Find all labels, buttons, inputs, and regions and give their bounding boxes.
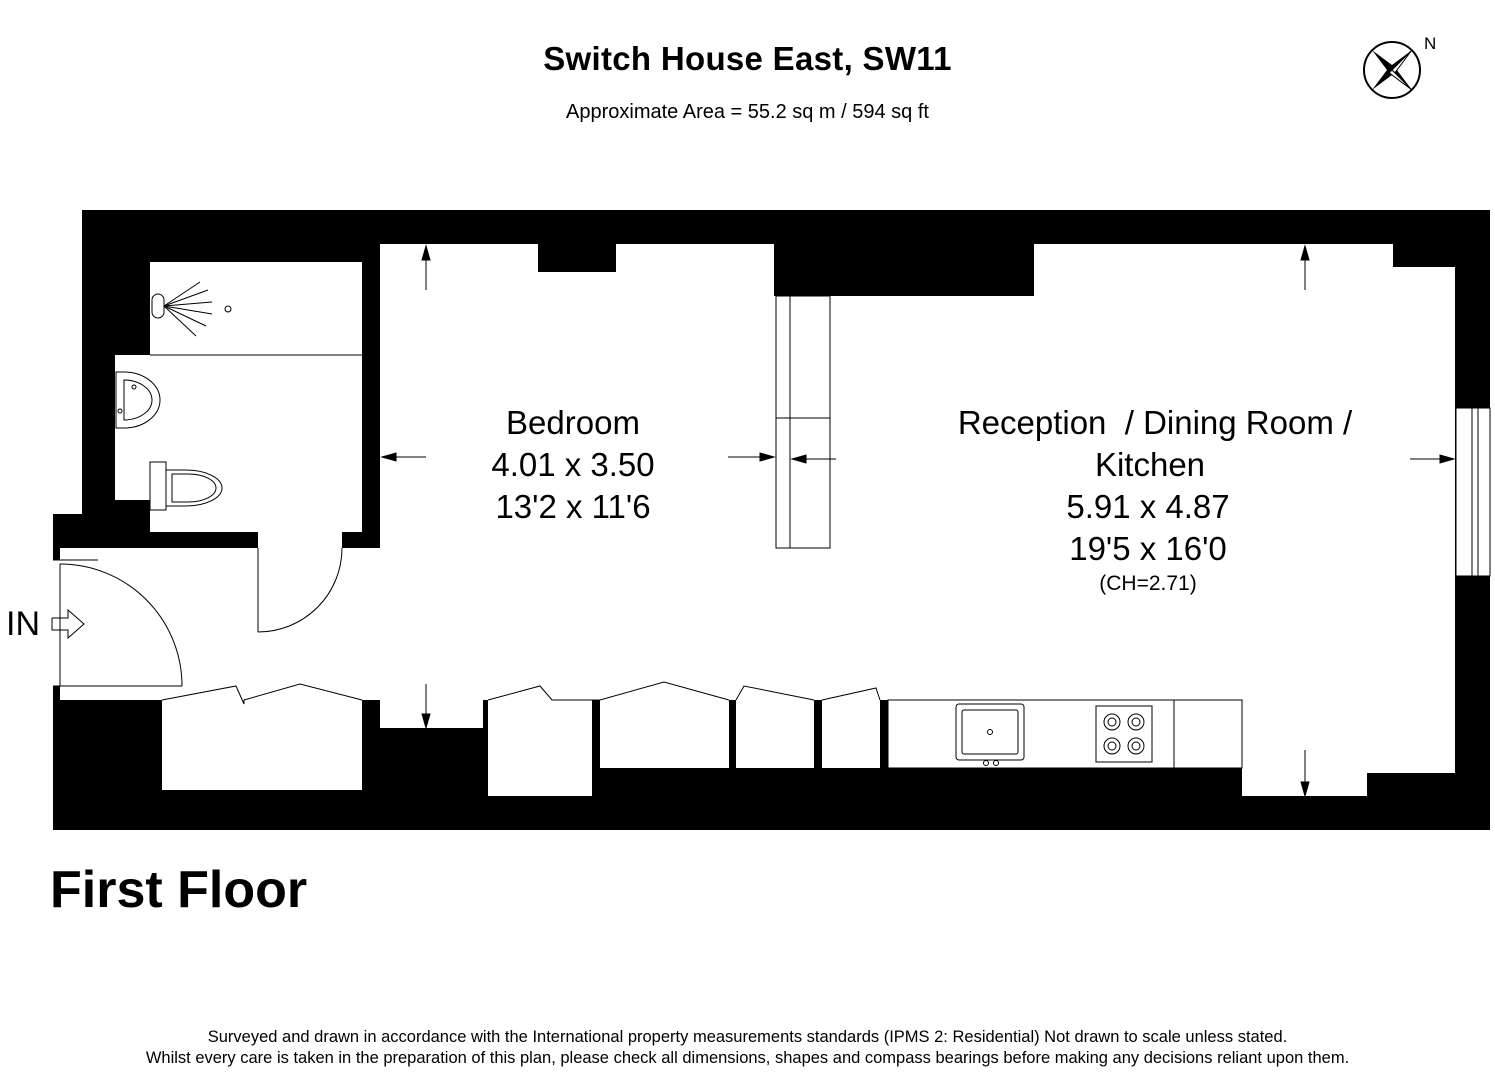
reception-name-line1: Reception / Dining Room /: [957, 404, 1353, 441]
approximate-area: Approximate Area = 55.2 sq m / 594 sq ft: [566, 101, 929, 123]
footer-line-1: Surveyed and drawn in accordance with the International property measurements standards (IPMS 2: Residential) Not drawn to scale unless stated.: [207, 1028, 1288, 1046]
ceiling-height: (CH=2.71): [1099, 572, 1197, 595]
bedroom-imperial: 13'2 x 11'6: [495, 488, 651, 525]
reception-label: [930, 402, 1380, 598]
plan-title: Switch House East, SW11: [543, 40, 952, 77]
arrow-right-icon: [50, 606, 90, 642]
window: [1456, 408, 1490, 576]
entry-label: [6, 605, 40, 644]
bedroom-name: Bedroom: [506, 404, 640, 441]
reception-imperial: 19'5 x 16'0: [1069, 530, 1227, 567]
hob: [1096, 706, 1152, 762]
kitchen-counter: [888, 700, 1242, 768]
kitchen-sink: [956, 704, 1024, 766]
entry-text: IN: [6, 605, 40, 643]
compass-north-label: N: [1424, 34, 1437, 53]
bedroom-label: [450, 402, 696, 528]
footer-line-2: Whilst every care is taken in the preparation of this plan, please check all dimensions, shapes and compass bearings before making any decisions reliant upon them.: [145, 1049, 1350, 1067]
bedroom-metric: 4.01 x 3.50: [491, 446, 655, 483]
floor-label: First Floor: [50, 861, 308, 919]
reception-metric: 5.91 x 4.87: [1066, 488, 1230, 525]
reception-name-line2: Kitchen: [1094, 446, 1206, 483]
